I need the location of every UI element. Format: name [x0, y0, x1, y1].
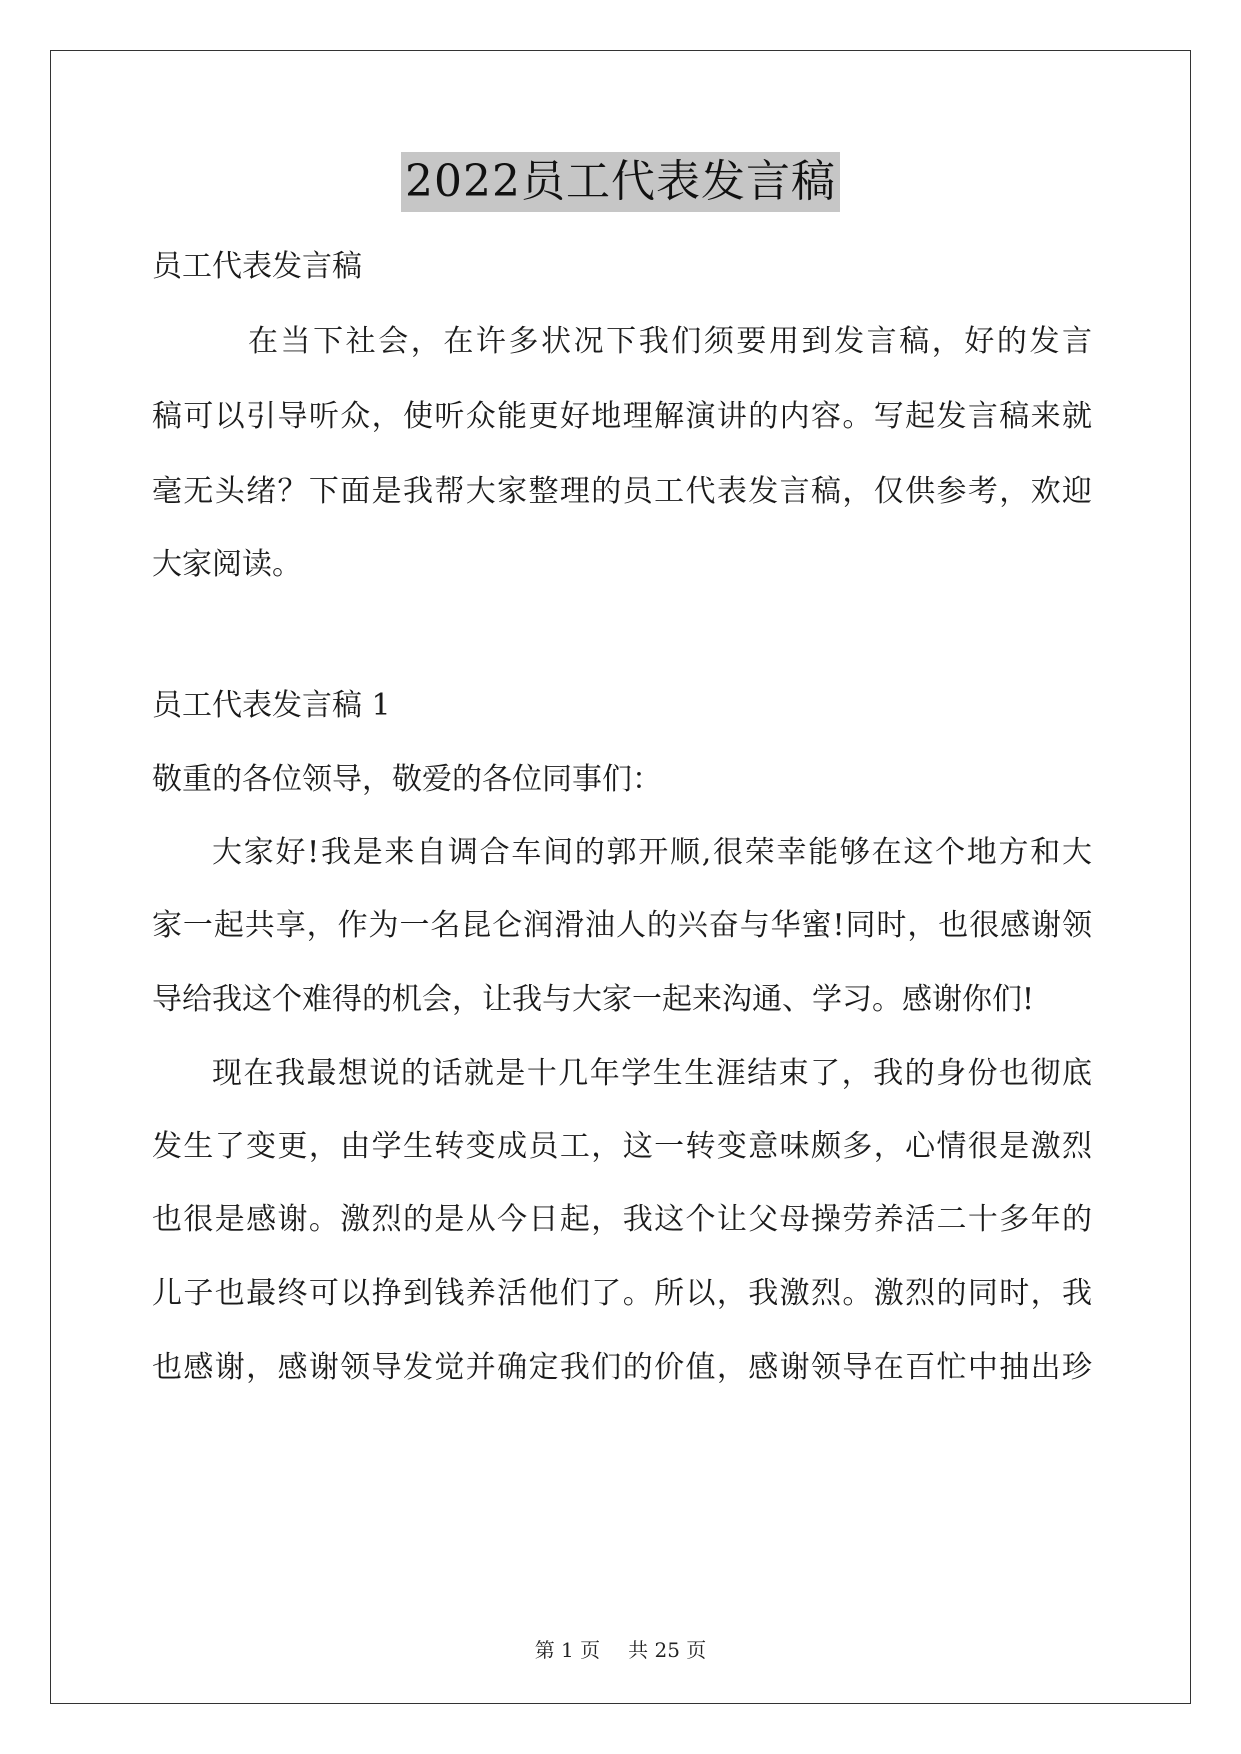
body-line: 大家好!我是来自调合车间的郭开顺,很荣幸能够在这个地方和大 [212, 835, 1092, 870]
body-line: 导给我这个难得的机会，让我与大家一起来沟通、学习。感谢你们! [152, 982, 1035, 1017]
body-line: 在当下社会，在许多状况下我们须要用到发言稿，好的发言 [248, 324, 1092, 359]
document-title: 2022员工代表发言稿 [401, 152, 840, 212]
body-line: 大家阅读。 [152, 547, 302, 582]
body-line: 毫无头绪？下面是我帮大家整理的员工代表发言稿，仅供参考，欢迎 [152, 474, 1092, 509]
body-line: 稿可以引导听众，使听众能更好地理解演讲的内容。写起发言稿来就 [152, 399, 1092, 434]
body-line: 家一起共享，作为一名昆仑润滑油人的兴奋与华蜜!同时，也很感谢领 [152, 908, 1092, 943]
page-number: 第 1 页 [534, 1638, 601, 1662]
page-footer [0, 1634, 1241, 1663]
body-line: 也感谢，感谢领导发觉并确定我们的价值，感谢领导在百忙中抽出珍 [152, 1350, 1092, 1385]
body-line: 现在我最想说的话就是十几年学生生涯结束了，我的身份也彻底 [212, 1056, 1092, 1091]
body-line: 儿子也最终可以挣到钱养活他们了。所以，我激烈。激烈的同时，我 [152, 1276, 1092, 1311]
section-heading: 员工代表发言稿 1 [152, 688, 391, 723]
title-container [0, 152, 1241, 212]
body-line: 发生了变更，由学生转变成员工，这一转变意味颇多，心情很是激烈 [152, 1129, 1092, 1164]
body-line: 员工代表发言稿 [152, 249, 362, 284]
salutation: 敬重的各位领导，敬爱的各位同事们： [152, 762, 662, 797]
page-border [50, 50, 1191, 1704]
body-line: 也很是感谢。激烈的是从今日起，我这个让父母操劳养活二十多年的 [152, 1202, 1092, 1237]
page-total: 共 25 页 [628, 1638, 707, 1662]
